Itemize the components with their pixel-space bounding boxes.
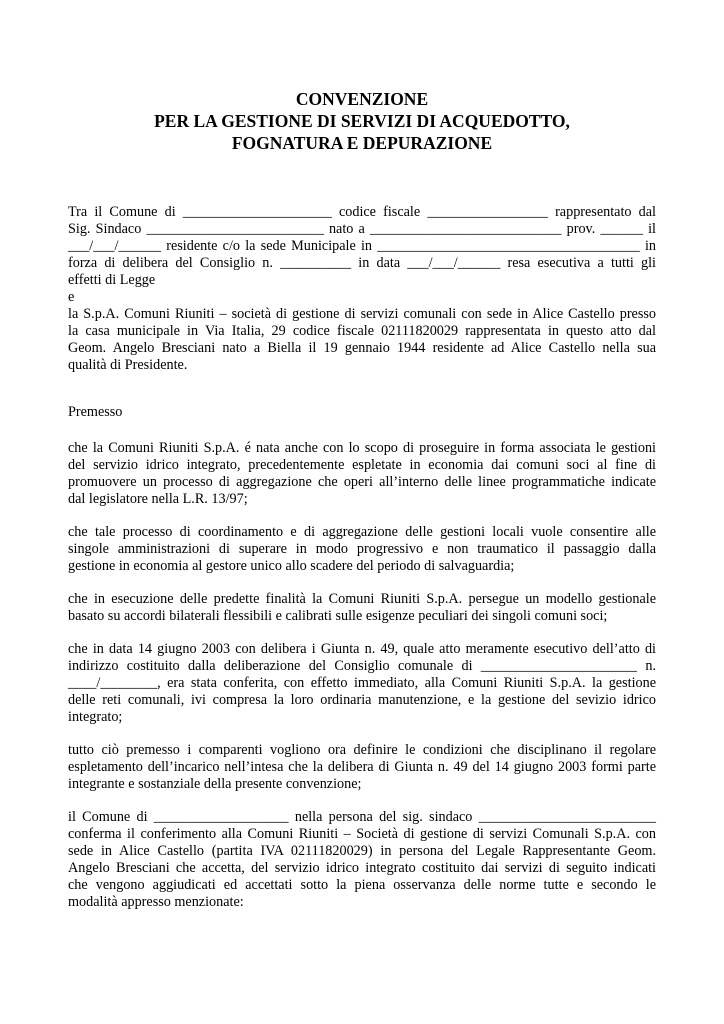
text-line: effetti di Legge (68, 272, 156, 288)
text-line: forza di delibera del Consiglio n. __________ in data ___/___/______ resa esecutiva a tutti gli (68, 255, 656, 271)
text-line: sede in Alice Castello (partita IVA 02111820029) in persona del Legale Rappresentante Geom. (68, 843, 656, 859)
text-line: che la Comuni Riuniti S.p.A. é nata anche con lo scopo di proseguire in forma associata le gestioni (68, 440, 656, 456)
text-line: ____/________, era stata conferita, con effetto immediato, alla Comuni Riuniti S.p.A. la gestione (68, 675, 656, 691)
text-line: dal legislatore nella L.R. 13/97; (68, 491, 248, 507)
text-line: espletamento dell’incarico nell’intesa che la delibera di Giunta n. 49 del 14 giugno 2003 formi parte (68, 759, 656, 775)
text-line: che in data 14 giugno 2003 con delibera i Giunta n. 49, quale atto meramente esecutivo dell’atto di (68, 641, 656, 657)
document-title-line-2: PER LA GESTIONE DI SERVIZI DI ACQUEDOTTO, (154, 111, 570, 131)
text-line: ___/___/______ residente c/o la sede Municipale in _____________________________________ in (68, 238, 656, 254)
text-line: tutto ciò premesso i comparenti vogliono ora definire le condizioni che disciplinano il regolare (68, 742, 656, 758)
premesso-heading: Premesso (68, 404, 123, 420)
text-line: integrante e sostanziale della presente convenzione; (68, 776, 362, 792)
text-line: che tale processo di coordinamento e di aggregazione delle gestioni locali vuole consentire alle (68, 524, 656, 540)
text-line: integrato; (68, 709, 123, 725)
text-line: indirizzo costituito dalla deliberazione del Consiglio comunale di ______________________ n. (68, 658, 656, 674)
text-line: che in esecuzione delle predette finalità la Comuni Riuniti S.p.A. persegue un modello gestionale (68, 591, 656, 607)
text-line: e (68, 289, 75, 305)
text-line: la S.p.A. Comuni Riuniti – società di gestione di servizi comunali con sede in Alice Castello presso (68, 306, 656, 322)
text-line: singole amministrazioni di superare in modo progressivo e non traumatico il passaggio dalla (68, 541, 656, 557)
text-line: gestione in economia al gestore unico allo scadere del periodo di salvaguardia; (68, 558, 515, 574)
document-title-line-1: CONVENZIONE (295, 89, 429, 109)
text-line: la casa municipale in Via Italia, 29 codice fiscale 02111820029 rappresentata in questo atto dal (68, 323, 656, 339)
text-line: basato su accordi bilaterali flessibili e calibrati sulle esigenze peculiari dei singoli comuni soci; (68, 608, 608, 624)
text-line: promuovere un processo di aggregazione che operi all’interno delle linee programmatiche indicate (68, 474, 656, 490)
text-line: qualità di Presidente. (68, 357, 188, 373)
text-line: Geom. Angelo Bresciani nato a Biella il 19 gennaio 1944 residente ad Alice Castello nella sua (68, 340, 656, 356)
text-line: che vengono aggiudicati ed accettati sotto la piena osservanza delle norme tutte e secondo le (68, 877, 656, 893)
text-line: Angelo Bresciani che accetta, del servizio idrico integrato costituito dai servizi di seguito indicati (68, 860, 656, 876)
text-line: delle reti comunali, ivi compresa la loro ordinaria manutenzione, e la gestione del sevizio idrico (68, 692, 656, 708)
document-title-line-3: FOGNATURA E DEPURAZIONE (231, 133, 493, 153)
text-line: il Comune di ___________________ nella persona del sig. sindaco _________________________ (68, 809, 656, 825)
text-line: Sig. Sindaco _________________________ nato a ___________________________ prov. ______ il (68, 221, 656, 237)
text-line: conferma il conferimento alla Comuni Riuniti – Società di gestione di servizi Comunali S.p.A. con (68, 826, 656, 842)
text-line: Tra il Comune di _____________________ codice fiscale _________________ rappresentato dal (68, 204, 656, 220)
text-line: modalità appresso menzionate: (68, 894, 244, 910)
text-line: del servizio idrico integrato, precedentemente espletate in economia dai comuni soci al fine di (68, 457, 656, 473)
